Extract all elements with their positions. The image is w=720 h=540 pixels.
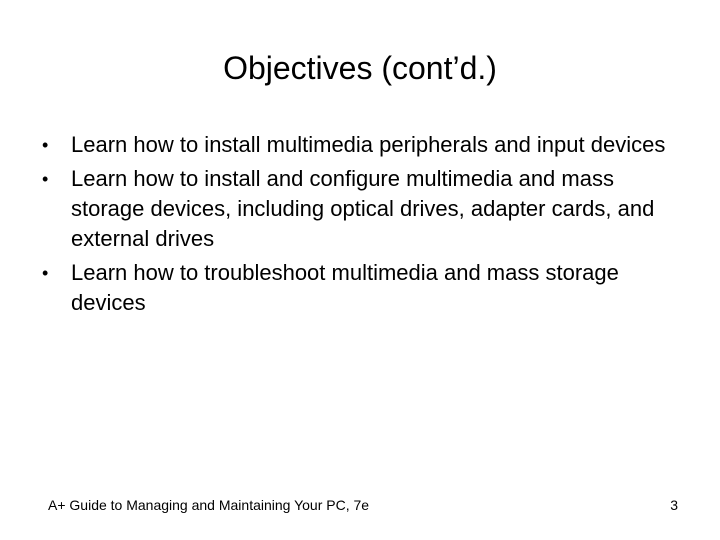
bullet-list — [42, 130, 692, 322]
bullet-icon: • — [42, 135, 49, 155]
bullet-item — [42, 130, 692, 160]
bullet-text: Learn how to troubleshoot multimedia and mass storage devices — [71, 260, 619, 315]
slide-footer: A+ Guide to Managing and Maintaining Your PC, 7e — [48, 497, 370, 513]
slide-title: Objectives (cont’d.) — [223, 50, 497, 86]
bullet-text: Learn how to install multimedia peripherals and input devices — [71, 132, 666, 157]
bullet-item — [42, 258, 692, 318]
bullet-icon: • — [42, 263, 49, 283]
page-number: 3 — [670, 497, 678, 513]
bullet-item — [42, 164, 692, 254]
bullet-text: Learn how to install and configure multimedia and mass storage devices, including optical drives, adapter cards, and external drives — [71, 166, 655, 251]
bullet-icon: • — [42, 169, 49, 189]
